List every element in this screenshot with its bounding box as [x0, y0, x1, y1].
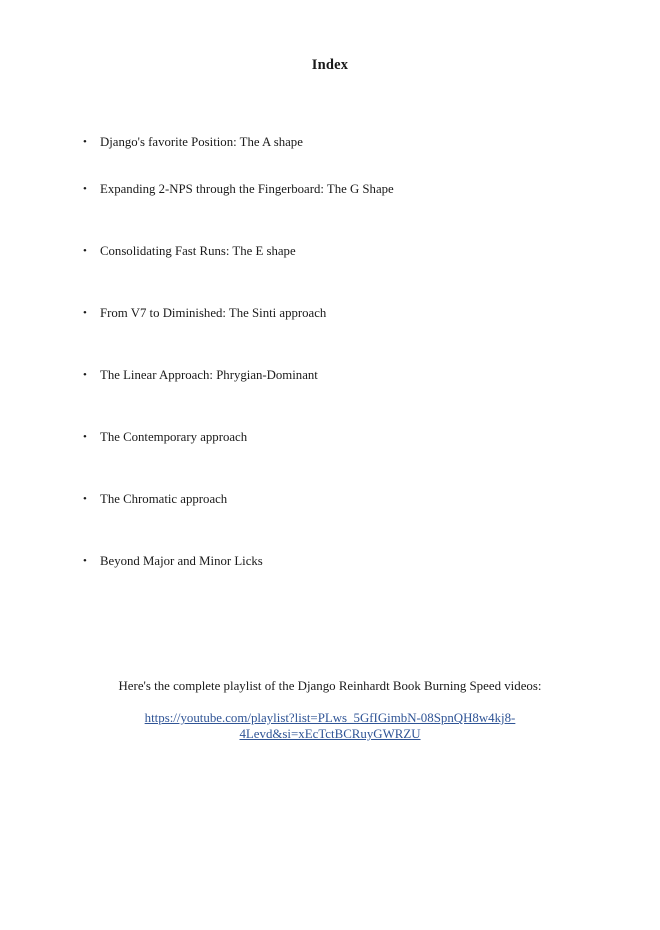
list-item-label: From V7 to Diminished: The Sinti approach	[100, 306, 327, 320]
list-item-label: Consolidating Fast Runs: The E shape	[100, 244, 296, 258]
playlist-intro: Here's the complete playlist of the Django Reinhardt Book Burning Speed videos:	[118, 679, 542, 693]
list-item-label: The Linear Approach: Phrygian-Dominant	[100, 368, 318, 382]
list-item	[0, 554, 660, 569]
list-item	[0, 492, 660, 507]
playlist-link-line2: 4Levd&si=xEcTctBCRuyGWRZU	[239, 727, 421, 741]
page-title: Index	[311, 57, 349, 73]
list-item	[0, 135, 660, 150]
playlist-link[interactable]	[0, 710, 660, 742]
list-item	[0, 368, 660, 383]
list-item-label: Django's favorite Position: The A shape	[100, 135, 303, 149]
list-item	[0, 306, 660, 321]
bullet-icon: •	[83, 183, 87, 195]
bullet-icon: •	[83, 307, 87, 319]
list-item-label: Beyond Major and Minor Licks	[100, 554, 263, 568]
list-item-label: The Contemporary approach	[100, 430, 248, 444]
index-list	[0, 135, 660, 569]
list-item	[0, 182, 660, 197]
bullet-icon: •	[83, 493, 87, 505]
bullet-icon: •	[83, 136, 87, 148]
bullet-icon: •	[83, 431, 87, 443]
playlist-link-line1: https://youtube.com/playlist?list=PLws_5GfIGimbN-08SpnQH8w4kj8-	[144, 711, 516, 725]
playlist-footer	[0, 679, 660, 742]
bullet-icon: •	[83, 245, 87, 257]
bullet-icon: •	[83, 555, 87, 567]
list-item	[0, 430, 660, 445]
list-item-label: The Chromatic approach	[100, 492, 228, 506]
bullet-icon: •	[83, 369, 87, 381]
list-item	[0, 244, 660, 259]
list-item-label: Expanding 2-NPS through the Fingerboard: The G Shape	[100, 182, 394, 196]
